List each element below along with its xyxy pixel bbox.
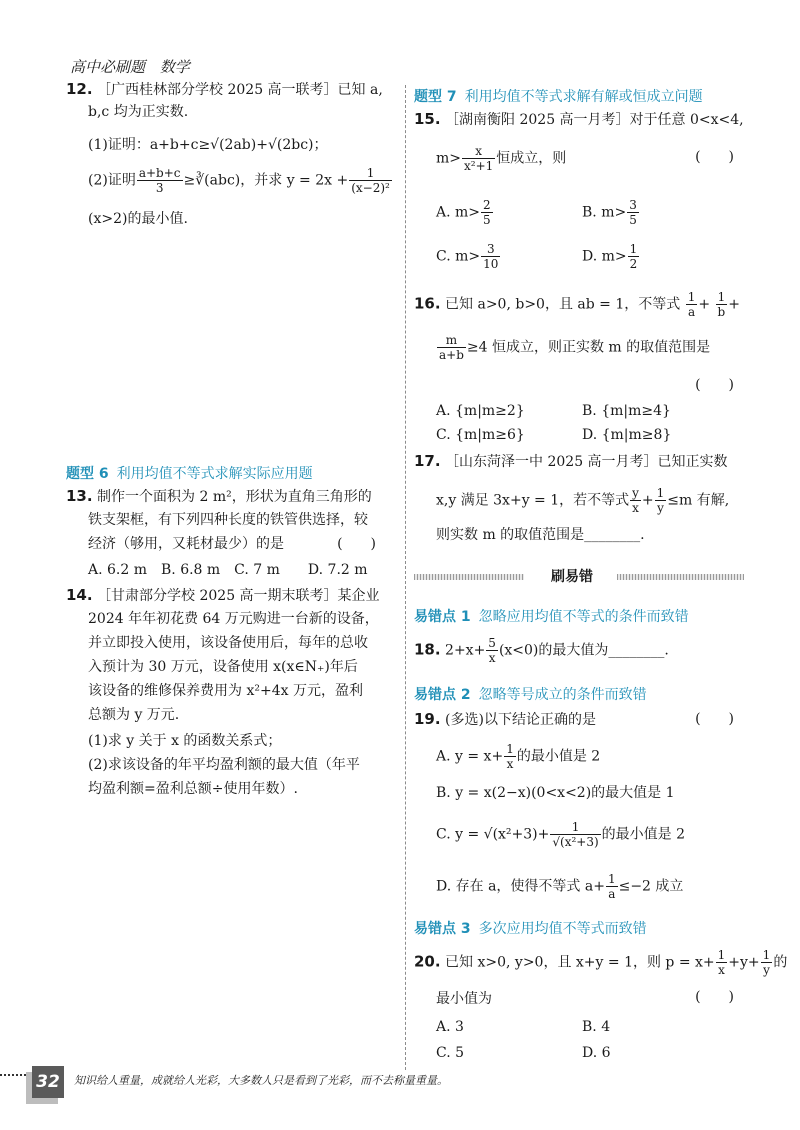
banner-title: 刷易错 bbox=[551, 569, 593, 585]
question-number: 15. bbox=[414, 110, 441, 128]
question-text: 制作一个面积为 2 m²，形状为直角三角形的 bbox=[97, 489, 372, 505]
question-18: 18. 2+x+ $\frac{5}{x}$ (x<0)的最大值为________. bbox=[414, 636, 669, 665]
option-c: C. {m|m≥6} bbox=[436, 427, 525, 443]
question-text: 则实数 m 的取值范围是________. bbox=[436, 527, 645, 543]
error-point-3 bbox=[414, 918, 744, 938]
error-point-1 bbox=[414, 606, 744, 626]
question-number: 12. bbox=[66, 80, 93, 98]
option-c: C. y = √(x²+3)+ $\frac{1}{\text{√(x²+3)}}$ 的最小值是 2 bbox=[436, 820, 686, 849]
question-text: ［甘肃部分学校 2025 高一期末联考］某企业 bbox=[97, 588, 380, 604]
answer-blank[interactable]: ( ) bbox=[337, 536, 376, 552]
option-c: C. 5 bbox=[436, 1045, 465, 1061]
question-number: 17. bbox=[414, 452, 441, 470]
section-name: 忽略应用均值不等式的条件而致错 bbox=[478, 609, 689, 625]
question-text: 该设备的维修保养费用为 x²+4x 万元，盈利 bbox=[88, 683, 363, 699]
fraction: $\frac{1}{\text{(x−2)²}}$ bbox=[351, 166, 390, 195]
question-text: (多选)以下结论正确的是 bbox=[445, 712, 596, 728]
question-text: 均盈利额=盈利总额÷使用年数）. bbox=[88, 781, 298, 797]
section-label: 易错点 3 bbox=[414, 921, 471, 937]
book-title: 高中必刷题 bbox=[70, 58, 146, 76]
option-b: B. {m|m≥4} bbox=[582, 403, 671, 419]
answer-blank[interactable]: ( ) bbox=[695, 377, 734, 393]
question-text: 最小值为 bbox=[436, 991, 492, 1007]
sub-question-1: (1)求 y 关于 x 的函数关系式； bbox=[88, 733, 282, 749]
option-d: D. {m|m≥8} bbox=[582, 427, 672, 443]
question-number: 13. bbox=[66, 487, 93, 505]
section-heading-6 bbox=[66, 463, 396, 483]
question-number: 16. bbox=[414, 294, 441, 313]
section-heading-7 bbox=[414, 86, 744, 106]
fraction: $\frac{x}{\text{x²+1}}$ bbox=[464, 144, 494, 173]
question-text: 铁支架框，有下列四种长度的铁管供选择，较 bbox=[88, 512, 368, 528]
option-b: B. 4 bbox=[582, 1019, 611, 1035]
question-text: 2024 年年初花费 64 万元购进一台新的设备， bbox=[88, 611, 379, 627]
section-name: 利用均值不等式求解实际应用题 bbox=[116, 466, 313, 482]
question-text: ［广西桂林部分学校 2025 高一联考］已知 a, bbox=[97, 82, 383, 98]
option-a: A. {m|m≥2} bbox=[436, 403, 525, 419]
question-text: 并立即投入使用，该设备使用后，每年的总收 bbox=[88, 635, 368, 651]
section-name: 忽略等号成立的条件而致错 bbox=[478, 687, 647, 703]
error-point-2 bbox=[414, 684, 744, 704]
question-number: 19. bbox=[414, 710, 441, 728]
section-label: 题型 6 bbox=[66, 466, 109, 482]
subject: 数学 bbox=[159, 58, 190, 76]
question-text: b,c 均为正实数. bbox=[88, 104, 189, 120]
option-a: A. m> $\frac{2}{5}$ bbox=[436, 198, 491, 227]
section-name: 多次应用均值不等式而致错 bbox=[478, 921, 647, 937]
question-text: m> $\frac{x}{\text{x²+1}}$ 恒成立，则 bbox=[436, 144, 567, 173]
answer-options: A. 6.2 m B. 6.8 m C. 7 m D. 7.2 m bbox=[88, 562, 368, 578]
sub-question-2: (2)求该设备的年平均盈利额的最大值（年平 bbox=[88, 757, 360, 773]
question-text: 入预计为 30 万元，设备使用 x(x∈N₊)年后 bbox=[88, 659, 358, 675]
answer-blank[interactable]: ( ) bbox=[695, 989, 734, 1005]
question-text: 已知 a>0, b>0，且 ab = 1，不等式 bbox=[445, 296, 681, 313]
section-name: 利用均值不等式求解有解或恒成立问题 bbox=[464, 89, 703, 105]
error-practice-banner bbox=[414, 566, 744, 588]
question-number: 18. bbox=[414, 640, 441, 659]
section-label: 题型 7 bbox=[414, 89, 457, 105]
sub-question-1: (1)证明：a+b+c≥√(2ab)+√(2bc)； bbox=[88, 137, 328, 153]
fraction: $\frac{a+b+c}{3}$ bbox=[138, 166, 181, 195]
question-number: 14. bbox=[66, 586, 93, 604]
footer-motto: 知识给人重量，成就给人光彩，大多数人只是看到了光彩，而不去称量重量。 bbox=[74, 1074, 448, 1087]
question-text: 经济（够用，又耗材最少）的是 bbox=[88, 536, 284, 552]
option-a: A. y = x+ $\frac{1}{x}$ 的最小值是 2 bbox=[436, 742, 601, 771]
banner-rule-right bbox=[617, 574, 744, 580]
question-text: ［湖南衡阳 2025 高一月考］对于任意 0<x<4, bbox=[445, 112, 744, 128]
answer-blank[interactable]: ( ) bbox=[695, 149, 734, 165]
option-d: D. 6 bbox=[582, 1045, 611, 1061]
question-text: (x>2)的最小值. bbox=[88, 211, 188, 227]
question-number: 20. bbox=[414, 952, 441, 971]
option-b: B. y = x(2−x)(0<x<2)的最大值是 1 bbox=[436, 785, 675, 801]
option-b: B. m> $\frac{3}{5}$ bbox=[582, 198, 637, 227]
page-footer bbox=[0, 1066, 800, 1106]
page-number: 32 bbox=[32, 1066, 64, 1098]
section-label: 易错点 1 bbox=[414, 609, 471, 625]
question-text: x,y 满足 3x+y = 1，若不等式 $\frac{y}{x}$ + $\frac{1}{y}$ ≤m 有解, bbox=[436, 486, 730, 515]
question-text: $\frac{m}{a+b}$ ≥4 恒成立，则正实数 m 的取值范围是 bbox=[439, 333, 711, 362]
option-d: D. 存在 a，使得不等式 a+ $\frac{1}{a}$ ≤−2 成立 bbox=[436, 872, 684, 901]
option-a: A. 3 bbox=[436, 1019, 464, 1035]
option-c: C. m> $\frac{3}{10}$ bbox=[436, 242, 499, 271]
option-d: D. m> $\frac{1}{2}$ bbox=[582, 242, 638, 271]
question-text: 总额为 y 万元. bbox=[88, 707, 180, 723]
sub-question-2: (2)证明 $\frac{a+b+c}{3}$ ≥∛(abc)，并求 y = 2x + $\frac{1}{\text{(x−2)²}}$ bbox=[88, 166, 390, 195]
running-header bbox=[70, 56, 200, 77]
banner-rule-left bbox=[414, 574, 524, 580]
section-label: 易错点 2 bbox=[414, 687, 471, 703]
answer-blank[interactable]: ( ) bbox=[695, 711, 734, 727]
question-text: ［山东菏泽一中 2025 高一月考］已知正实数 bbox=[445, 454, 728, 470]
